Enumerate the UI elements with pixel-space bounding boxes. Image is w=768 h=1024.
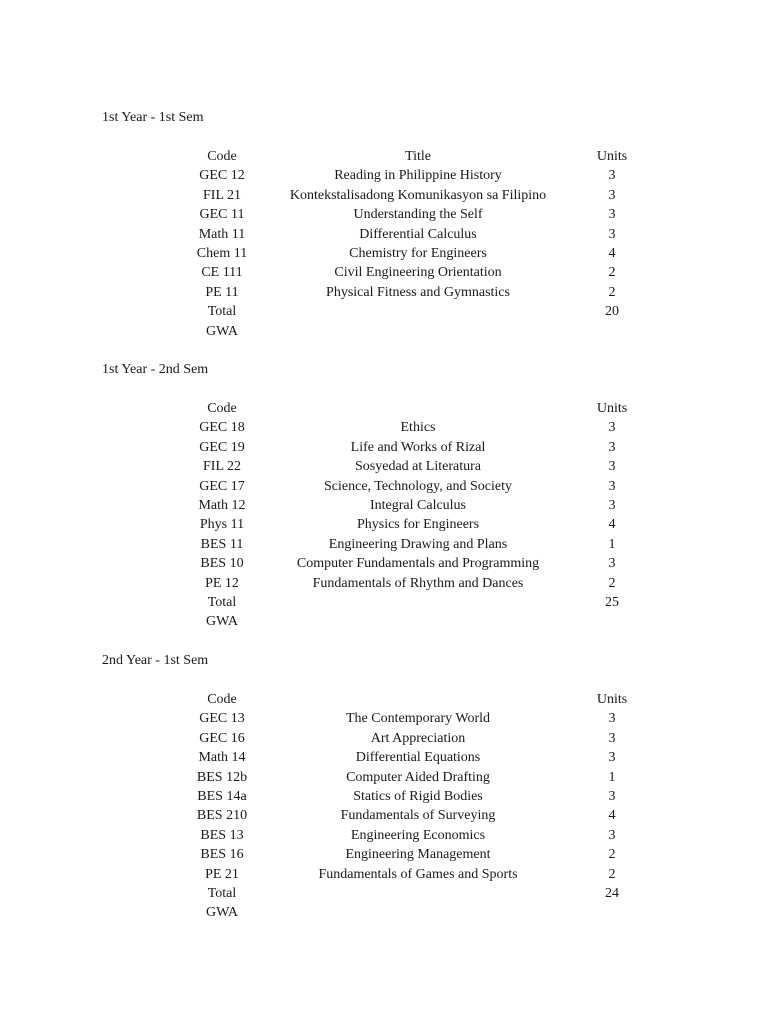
table-row [0, 477, 768, 496]
table-row [0, 826, 768, 845]
course-title: Sosyedad at Literatura [355, 459, 481, 475]
table-row [0, 748, 768, 767]
table-row [0, 496, 768, 515]
course-title: Civil Engineering Orientation [334, 265, 502, 281]
course-code: Math 11 [198, 226, 246, 242]
course-title: Chemistry for Engineers [349, 245, 487, 261]
course-code: CE 111 [201, 265, 243, 281]
course-units: 4 [608, 245, 616, 261]
course-title: Engineering Economics [350, 827, 486, 843]
course-code: GEC 12 [199, 168, 245, 184]
course-title: Integral Calculus [369, 497, 467, 513]
course-units: 3 [608, 788, 616, 804]
course-title: Differential Calculus [359, 226, 477, 242]
course-code: Math 12 [198, 497, 246, 513]
course-units: 3 [608, 730, 616, 746]
course-title: Art Appreciation [370, 730, 466, 746]
table-header-row [0, 399, 768, 418]
course-title: Computer Aided Drafting [346, 769, 490, 785]
course-units: 4 [608, 517, 616, 533]
table-row [0, 574, 768, 593]
table-row [0, 806, 768, 825]
table-row [0, 729, 768, 748]
course-code: GEC 19 [199, 439, 245, 455]
course-table [0, 690, 768, 923]
course-code: FIL 22 [203, 459, 241, 475]
table-row [0, 535, 768, 554]
header-units: Units [596, 692, 628, 707]
course-title: Science, Technology, and Society [324, 478, 512, 494]
table-row [0, 283, 768, 302]
table-row [0, 263, 768, 282]
course-units: 3 [608, 226, 616, 242]
course-title: Fundamentals of Surveying [340, 808, 496, 824]
header-code: Code [207, 401, 237, 416]
course-code: BES 210 [196, 808, 248, 824]
course-units: 3 [608, 459, 616, 475]
course-units: 3 [608, 478, 616, 494]
course-title: The Contemporary World [345, 711, 491, 727]
course-units: 3 [608, 711, 616, 727]
course-units: 3 [608, 556, 616, 572]
table-row [0, 515, 768, 534]
course-title: Physical Fitness and Gymnastics [326, 284, 510, 300]
course-code: BES 11 [200, 536, 244, 552]
table-header-row [0, 147, 768, 166]
table-row [0, 554, 768, 573]
table-row [0, 845, 768, 864]
course-title: Engineering Management [345, 847, 491, 863]
course-code: BES 12b [196, 769, 248, 785]
course-title: Computer Fundamentals and Programming [296, 556, 540, 572]
header-code: Code [207, 149, 237, 164]
course-units: 2 [608, 847, 616, 863]
table-row [0, 418, 768, 437]
course-units: 4 [608, 808, 616, 824]
table-row [0, 865, 768, 884]
table-row [0, 438, 768, 457]
course-units: 3 [608, 207, 616, 223]
header-code: Code [207, 692, 237, 707]
gwa-row [0, 612, 768, 631]
course-title: Fundamentals of Games and Sports [318, 866, 518, 882]
total-units: 20 [605, 304, 619, 320]
course-code: Phys 11 [199, 517, 245, 533]
gwa-label: GWA [206, 323, 238, 339]
total-label: Total [207, 304, 237, 320]
course-code: GEC 13 [199, 711, 245, 727]
course-units: 1 [608, 536, 616, 552]
table-row [0, 457, 768, 476]
gwa-row [0, 903, 768, 922]
semester-title: 1st Year - 2nd Sem [102, 362, 209, 377]
course-code: FIL 21 [203, 187, 241, 203]
total-label: Total [207, 885, 237, 901]
course-code: GEC 16 [199, 730, 245, 746]
course-title: Life and Works of Rizal [350, 439, 486, 455]
table-row [0, 166, 768, 185]
course-title: Reading in Philippine History [334, 168, 502, 184]
course-title: Fundamentals of Rhythm and Dances [312, 575, 524, 591]
table-row [0, 225, 768, 244]
course-title: Understanding the Self [353, 207, 483, 223]
semester-title: 1st Year - 1st Sem [102, 110, 204, 125]
course-units: 2 [608, 575, 616, 591]
course-code: PE 12 [205, 575, 239, 591]
total-label: Total [207, 594, 237, 610]
course-code: GEC 17 [199, 478, 245, 494]
course-code: GEC 18 [199, 420, 245, 436]
course-title: Ethics [400, 420, 436, 436]
course-units: 2 [608, 284, 616, 300]
total-units: 25 [605, 594, 619, 610]
header-units: Units [596, 401, 628, 416]
course-code: BES 10 [200, 556, 244, 572]
course-units: 3 [608, 168, 616, 184]
course-units: 3 [608, 439, 616, 455]
course-code: BES 13 [200, 827, 244, 843]
course-code: PE 21 [205, 866, 239, 882]
course-units: 2 [608, 265, 616, 281]
course-code: BES 14a [197, 788, 247, 804]
course-code: PE 11 [205, 284, 239, 300]
gwa-label: GWA [206, 905, 238, 921]
table-row [0, 244, 768, 263]
course-units: 3 [608, 187, 616, 203]
course-title: Kontekstalisadong Komunikasyon sa Filipino [289, 187, 547, 203]
course-code: GEC 11 [199, 207, 245, 223]
header-title: Title [405, 149, 431, 164]
course-units: 3 [608, 827, 616, 843]
total-row [0, 593, 768, 612]
course-code: Chem 11 [196, 245, 248, 261]
course-table [0, 399, 768, 632]
gwa-label: GWA [206, 614, 238, 630]
table-row [0, 768, 768, 787]
semester-title: 2nd Year - 1st Sem [102, 653, 209, 668]
course-units: 1 [608, 769, 616, 785]
course-title: Statics of Rigid Bodies [353, 788, 483, 804]
table-row [0, 787, 768, 806]
course-units: 3 [608, 750, 616, 766]
course-title: Physics for Engineers [356, 517, 480, 533]
total-row [0, 302, 768, 321]
total-row [0, 884, 768, 903]
course-units: 3 [608, 420, 616, 436]
total-units: 24 [605, 885, 619, 901]
table-row [0, 205, 768, 224]
header-units: Units [596, 149, 628, 164]
table-header-row [0, 690, 768, 709]
course-table [0, 147, 768, 341]
course-code: Math 14 [198, 750, 246, 766]
course-title: Engineering Drawing and Plans [328, 536, 508, 552]
table-row [0, 709, 768, 728]
course-units: 3 [608, 497, 616, 513]
course-code: BES 16 [200, 847, 244, 863]
gwa-row [0, 322, 768, 341]
course-title: Differential Equations [355, 750, 481, 766]
table-row [0, 186, 768, 205]
course-units: 2 [608, 866, 616, 882]
